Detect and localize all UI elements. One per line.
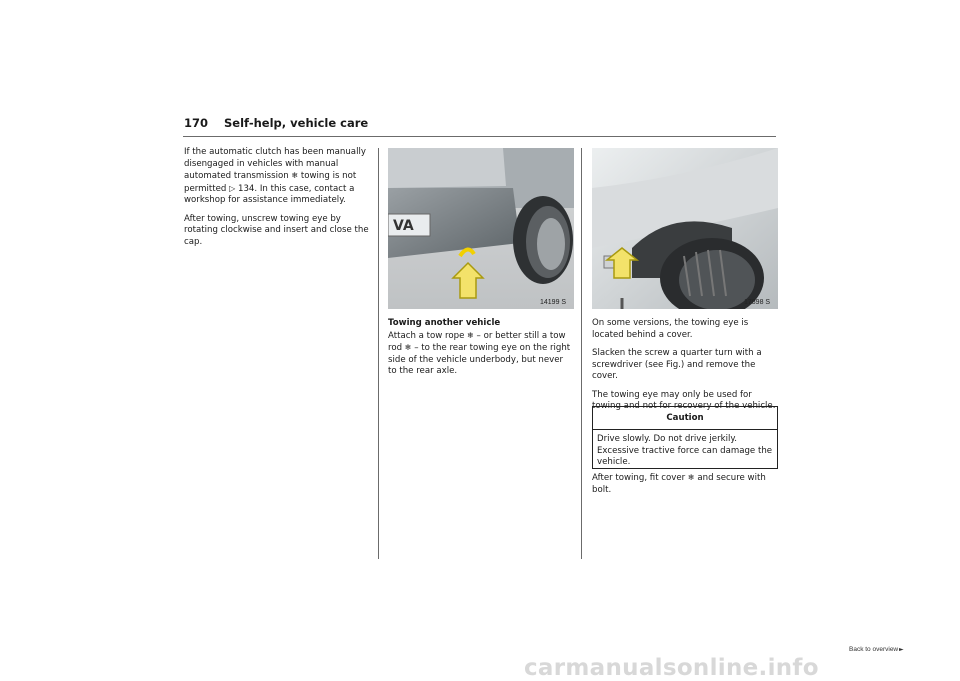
column-1-text	[184, 147, 370, 255]
figure-tow-eye-cover	[592, 148, 778, 309]
page-header	[184, 116, 368, 130]
page-number: 170	[184, 116, 209, 130]
paragraph: If the automatic clutch has been manually disengaged in vehicles with manual automated transmission ❄ towing is not permitted ▷ 134. In this case, contact a workshop for assistance immediately.	[184, 147, 366, 205]
snowflake-icon: ❄	[291, 171, 299, 180]
snowflake-icon: ❄	[404, 343, 412, 352]
license-plate-text: VA	[393, 218, 414, 234]
section-heading: Towing another vehicle	[388, 318, 501, 328]
tow-eye-cover-illustration	[592, 148, 778, 309]
caution-body: Drive slowly. Do not drive jerkily. Excessive tractive force can damage the vehicle.	[597, 434, 773, 467]
paragraph: After towing, unscrew towing eye by rotating clockwise and insert and close the cap.	[184, 213, 369, 247]
watermark: carmanualsonline.info	[524, 655, 819, 681]
tow-eye-rear-illustration	[388, 148, 574, 309]
snowflake-icon: ❄	[687, 473, 695, 482]
page-reference-icon: ▷	[229, 183, 236, 193]
paragraph: Towing another vehicle Attach a tow rope ❄ – or better still a tow rod ❄ – to the rear towing eye on the right side of the vehicle underbody, but never to the rear axle.	[388, 318, 574, 378]
column-divider	[581, 148, 582, 559]
paragraph: The towing eye may only be used for towing and not for recovery of the vehicle.	[592, 389, 776, 411]
figure-code: 17898 S	[744, 299, 771, 306]
column-4-text	[592, 472, 778, 503]
column-3-text	[592, 318, 778, 420]
column-divider	[378, 148, 379, 559]
header-rule	[183, 136, 776, 137]
page-title: Self-help, vehicle care	[224, 116, 369, 130]
column-2-text	[388, 318, 574, 385]
figure-code: 14199 S	[540, 299, 567, 306]
back-to-overview-link[interactable]: Back to overview	[849, 646, 899, 653]
paragraph: On some versions, the towing eye is located behind a cover.	[592, 318, 749, 340]
paragraph: Slacken the screw a quarter turn with a screwdriver (see Fig.) and remove the cover.	[592, 348, 762, 381]
paragraph: After towing, fit cover ❄ and secure with bolt.	[592, 473, 766, 495]
caution-box	[592, 406, 778, 469]
snowflake-icon: ❄	[467, 330, 474, 340]
arrow-right-icon: ►	[899, 646, 904, 653]
caution-title: Caution	[593, 407, 777, 430]
figure-tow-eye-rear	[388, 148, 574, 309]
